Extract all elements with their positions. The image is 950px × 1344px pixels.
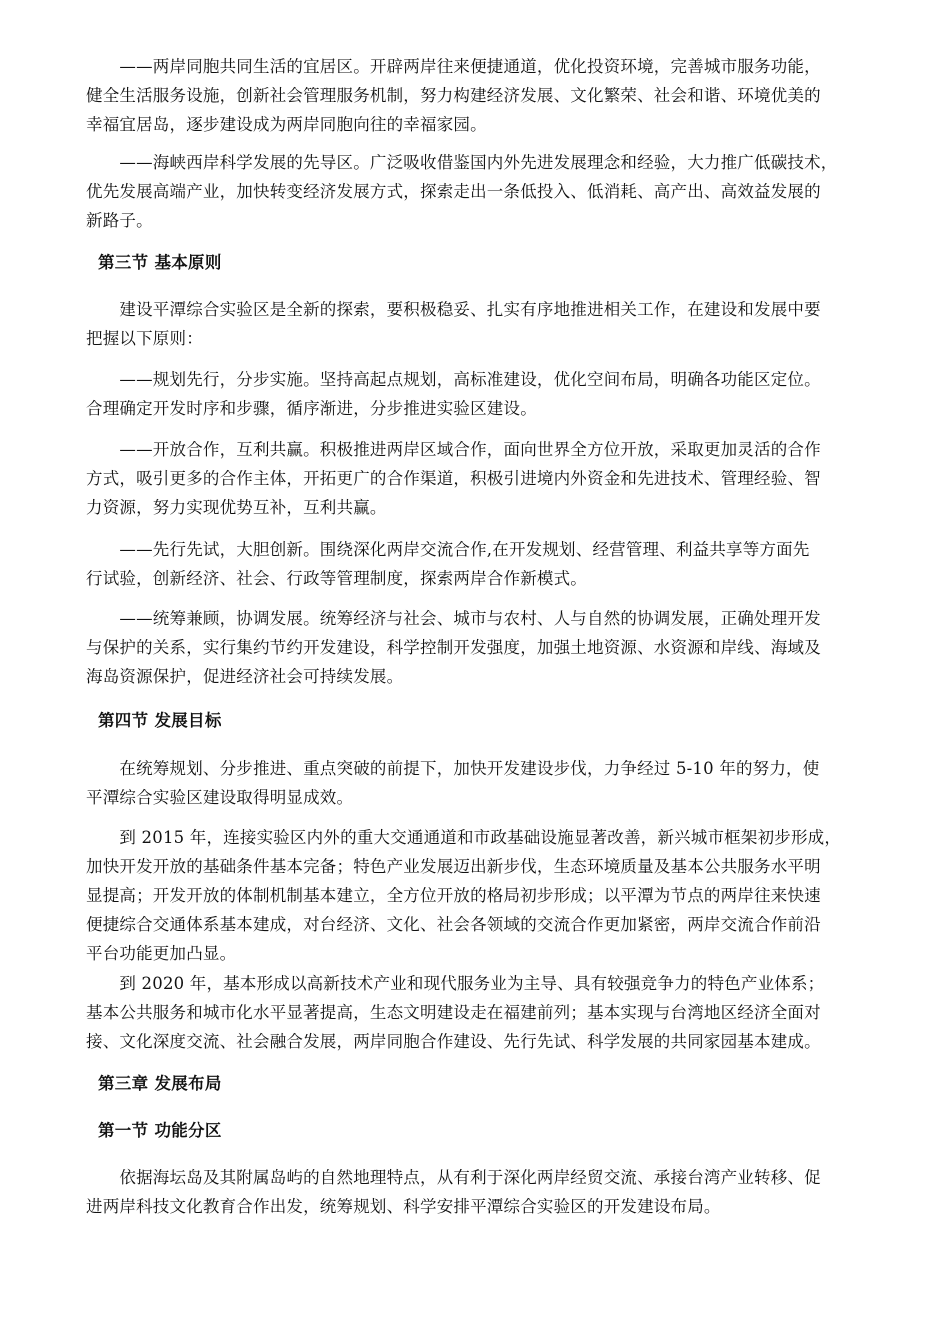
- text-line: 加快开发开放的基础条件基本完备；特色产业发展迈出新步伐，生态环境质量及基本公共服务水平明: [86, 857, 821, 876]
- paragraph-goals-2020: [86, 969, 890, 1056]
- text-line: 到 2020 年，基本形成以高新技术产业和现代服务业为主导、具有较强竞争力的特色产业体系；: [86, 974, 825, 993]
- text-line: 新路子。: [86, 211, 153, 230]
- text-line: 方式，吸引更多的合作主体，开拓更广的合作渠道，积极引进境内外资金和先进技术、管理经验、智: [86, 469, 821, 488]
- text-line: ——统筹兼顾，协调发展。统筹经济与社会、城市与农村、人与自然的协调发展，正确处理开发: [86, 609, 821, 628]
- section-heading-functional-zones: 第一节 功能分区: [98, 1121, 222, 1140]
- text-line: 基本公共服务和城市化水平显著提高，生态文明建设走在福建前列；基本实现与台湾地区经济全面对: [86, 1003, 821, 1022]
- paragraph-goals-intro: [86, 754, 890, 812]
- paragraph-livable-zone: [86, 52, 890, 139]
- paragraph-pilot-zone: [86, 148, 890, 235]
- paragraph-functional-zones-intro: [86, 1163, 890, 1221]
- section-heading-basic-principles: 第三节 基本原则: [98, 253, 222, 272]
- text-line: 显提高；开发开放的体制机制基本建立，全方位开放的格局初步形成；以平潭为节点的两岸往来快速: [86, 886, 821, 905]
- text-line: 到 2015 年，连接实验区内外的重大交通通道和市政基础设施显著改善，新兴城市框架初步形成，: [86, 828, 842, 847]
- text-line: 优先发展高端产业，加快转变经济发展方式，探索走出一条低投入、低消耗、高产出、高效益发展的: [86, 182, 821, 201]
- text-line: ——两岸同胞共同生活的宜居区。开辟两岸往来便捷通道，优化投资环境，完善城市服务功能，: [86, 57, 821, 76]
- text-line: 进两岸科技文化教育合作出发，统筹规划、科学安排平潭综合实验区的开发建设布局。: [86, 1197, 721, 1216]
- text-line: 力资源，努力实现优势互补，互利共赢。: [86, 498, 387, 517]
- paragraph-coordinated-development: [86, 604, 890, 691]
- text-line: ——先行先试，大胆创新。围绕深化两岸交流合作,在开发规划、经营管理、利益共享等方面先: [86, 540, 810, 559]
- text-line: 便捷综合交通体系基本建成，对台经济、文化、社会各领域的交流合作更加紧密，两岸交流合作前沿: [86, 915, 821, 934]
- paragraph-goals-2015: [86, 823, 890, 968]
- paragraph-principles-intro: [86, 295, 890, 353]
- chapter-heading-development-layout: 第三章 发展布局: [98, 1074, 222, 1093]
- paragraph-planning-first: [86, 365, 890, 423]
- text-line: 合理确定开发时序和步骤，循序渐进，分步推进实验区建设。: [86, 399, 537, 418]
- text-line: 依据海坛岛及其附属岛屿的自然地理特点，从有利于深化两岸经贸交流、承接台湾产业转移、促: [86, 1168, 821, 1187]
- text-line: 把握以下原则：: [86, 329, 203, 348]
- text-line: ——规划先行，分步实施。坚持高起点规划，高标准建设，优化空间布局，明确各功能区定位。: [86, 370, 821, 389]
- text-line: 行试验，创新经济、社会、行政等管理制度，探索两岸合作新模式。: [86, 569, 587, 588]
- text-line: 平台功能更加凸显。: [86, 944, 237, 963]
- text-line: ——开放合作，互利共赢。积极推进两岸区域合作，面向世界全方位开放，采取更加灵活的合作: [86, 440, 821, 459]
- text-line: 接、文化深度交流、社会融合发展，两岸同胞合作建设、先行先试、科学发展的共同家园基本建成。: [86, 1032, 821, 1051]
- text-line: 与保护的关系，实行集约节约开发建设，科学控制开发强度，加强土地资源、水资源和岸线、海域及: [86, 638, 821, 657]
- section-heading-development-goals: 第四节 发展目标: [98, 711, 222, 730]
- text-line: 海岛资源保护，促进经济社会可持续发展。: [86, 667, 404, 686]
- text-line: ——海峡西岸科学发展的先导区。广泛吸收借鉴国内外先进发展理念和经验，大力推广低碳技术，: [86, 153, 838, 172]
- paragraph-open-cooperation: [86, 435, 890, 522]
- text-line: 健全生活服务设施，创新社会管理服务机制，努力构建经济发展、文化繁荣、社会和谐、环境优美的: [86, 86, 821, 105]
- text-line: 在统筹规划、分步推进、重点突破的前提下，加快开发建设步伐，力争经过 5-10 年的努力，使: [86, 759, 820, 778]
- text-line: 幸福宜居岛，逐步建设成为两岸同胞向往的幸福家园。: [86, 115, 487, 134]
- text-line: 建设平潭综合实验区是全新的探索，要积极稳妥、扎实有序地推进相关工作，在建设和发展中要: [86, 300, 821, 319]
- text-line: 平潭综合实验区建设取得明显成效。: [86, 788, 354, 807]
- paragraph-pilot-innovation: [86, 535, 890, 593]
